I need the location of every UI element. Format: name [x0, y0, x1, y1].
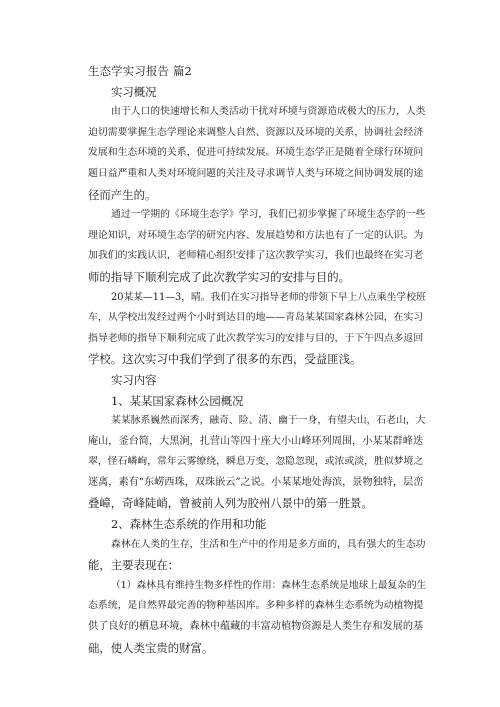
heading-overview: 实习概况	[111, 84, 157, 99]
paragraph-overview-2	[88, 205, 426, 287]
paragraph-line: 础，使人类宝贵的财富。	[88, 640, 214, 655]
paragraph-overview-1	[88, 102, 426, 205]
paragraph-line: 叠嶂，奇峰陡峭，曾被前人列为胶州八景中的第一胜景。	[88, 496, 373, 511]
paragraph-line: 庵山，釜台简，大黑涧，扎营山等四十座大小山峰环列周围，小某某群峰迭	[88, 435, 424, 447]
paragraph-section-2-item-1	[88, 576, 427, 658]
paragraph-line: 车，从学校出发经过两个小时到达目的地——青岛某某国家森林公园，在实习	[88, 312, 424, 324]
paragraph-section-2-intro	[88, 535, 426, 576]
paragraph-section-1	[88, 411, 426, 514]
paragraph-overview-3	[88, 288, 426, 370]
document-title: 生态学实习报告 篇2	[88, 64, 192, 78]
paragraph-line: 径而产生的。	[88, 187, 157, 202]
paragraph-line: 迷离，素有“东崂西珠，双珠嵌云”之说。小某某地处海滨，景物独特，层峦	[88, 476, 424, 488]
paragraph-line: 发展和生态环境的关系，促进可持续发展。环境生态学正是随着全球行环境问	[88, 147, 424, 159]
paragraph-line: 20某某—11—3，晴。我们在实习指导老师的带领下早上八点乘坐学校班	[111, 291, 426, 303]
paragraph-line: 翠，怪石嶙峋，常年云雾缭绕，瞬息万变，忽隐忽现，或浓或淡，胜似梦境之	[88, 456, 424, 468]
paragraph-line: 森林在人类的生存，生活和生产中的作用是多方面的，具有强大的生态功	[111, 538, 426, 550]
heading-content: 实习内容	[111, 372, 157, 387]
paragraph-line: 理论知识，对环境生态学的研究内容、发展趋势和方法也有了一定的认识。为	[88, 229, 424, 241]
paragraph-line: 由于人口的快速增长和人类活动干扰对环境与资源造成极大的压力，人类	[111, 106, 426, 118]
paragraph-line: 加我们的实践认识，老师精心组织安排了这次教学实习，我们也最终在实习老	[88, 250, 424, 262]
paragraph-line: 迫切需要掌握生态学理论来调整人自然、资源以及环境的关系，协调社会经济	[88, 126, 424, 138]
paragraph-line: 师的指导下顺利完成了此次教学实习的安排与目的。	[88, 269, 350, 284]
paragraph-line: 某某脉系巍然而深秀，融奇、险、清、幽于一身，有望夫山，石老山，大	[111, 415, 426, 427]
paragraph-line: （1）森林具有维持生物多样性的作用：森林生态系统是地球上最复杂的生	[111, 579, 427, 591]
section-2-heading: 2、森林生态系统的作用和功能	[111, 517, 267, 532]
paragraph-line: 学校。这次实习中我们学到了很多的东西，受益匪浅。	[88, 352, 362, 367]
paragraph-line: 供了良好的栖息环境，森林中蕴藏的丰富动植物资源是人类生存和发展的基	[88, 621, 424, 633]
paragraph-line: 题日益严重和人类对环境问题的关注及寻求调节人类与环境之间协调发展的途	[88, 167, 424, 179]
paragraph-line: 指导老师的指导下顺利完成了此次教学实习的安排与目的，于下午四点多返回	[88, 332, 424, 344]
paragraph-line: 通过一学期的《环境生态学》学习，我们已初步掌握了环境生态学的一些	[111, 209, 426, 221]
document-body	[88, 61, 427, 658]
paragraph-line: 能，主要表现在：	[88, 558, 180, 573]
paragraph-line: 态系统，是自然界最完善的物种基因库。多种多样的森林生态系统为动植物提	[88, 600, 424, 612]
section-1-heading: 1、某某国家森林公园概况	[111, 393, 244, 408]
